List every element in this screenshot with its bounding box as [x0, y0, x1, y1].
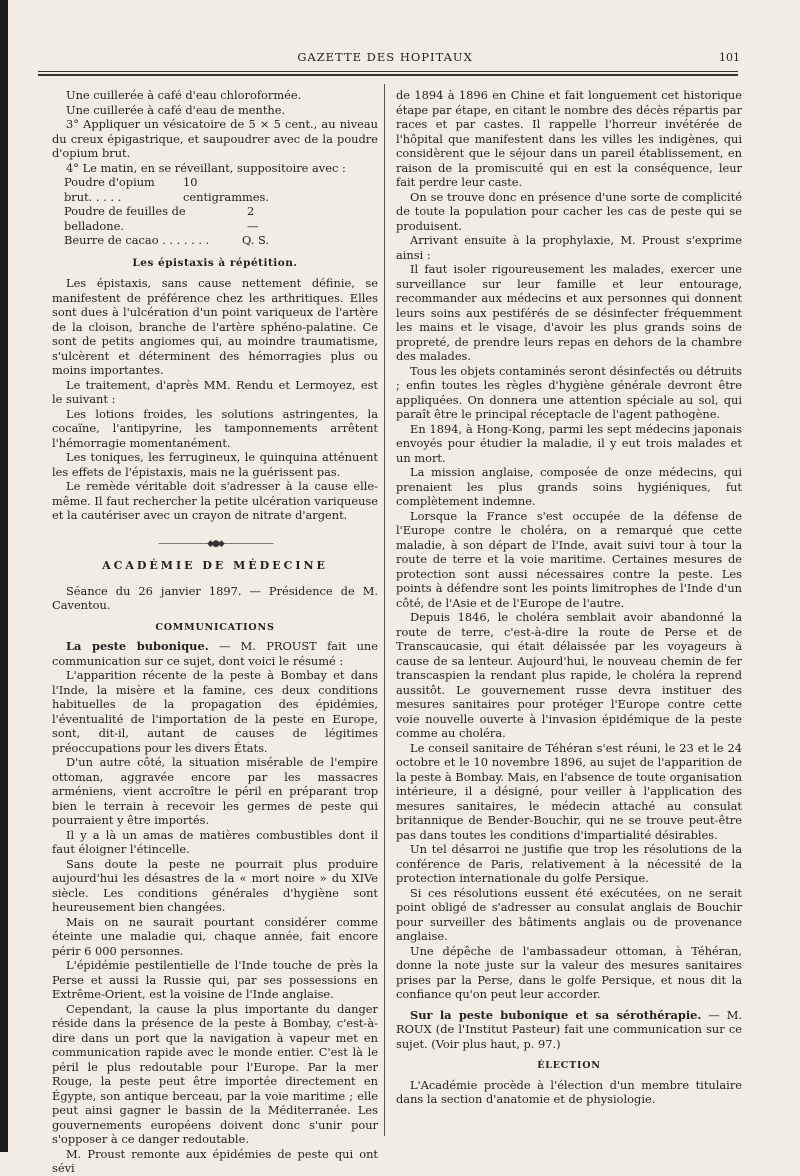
- subsection-heading: COMMUNICATIONS: [155, 621, 275, 633]
- page-edge-shadow: [0, 0, 8, 1152]
- paragraph: L'épidémie pestilentielle de l'Inde touche de près la Perse et aussi la Russie qui, par ses possessions en Extrême-Orient, est la voisine de l'Inde anglaise.: [52, 958, 378, 1001]
- journal-title: GAZETTE DES HOPITAUX: [297, 50, 473, 64]
- paragraph: Une cuillerée à café d'eau de menthe.: [66, 102, 286, 117]
- header-rule-thick: [38, 74, 738, 76]
- left-column: [52, 88, 378, 1176]
- paragraph: Sans doute la peste ne pourrait plus produire aujourd'hui les désastres de la « mort noire » du XIVe siècle. Les conditions générales d'hygiène sont heureusement bien changées.: [52, 856, 378, 914]
- paragraph: Depuis 1846, le choléra semblait avoir abandonné la route de terre, c'est-à-dire la route de Perse et de Transcaucasie, qui était délaissée par les voyageurs à cause de sa lenteur. Aujourd'hui, le nouveau chemin de fer transcaspien la rendant plus rapide, le choléra la reprend aussitôt. Le gouvernement russe devra instituer des mesures sanitaires pour protéger l'Europe contre cette voie nouvelle ouverte à l'invasion épidémique de la peste comme au choléra.: [396, 610, 742, 740]
- header-rule-thin: [38, 71, 738, 72]
- paragraph: L'Académie procède à l'élection d'un membre titulaire dans la section d'anatomie et de physiologie.: [396, 1077, 742, 1106]
- paragraph: Sur la peste bubonique et sa sérothérapie. — M. ROUX (de l'Institut Pasteur) fait une communication sur ce sujet. (Voir plus haut, p. 97.): [396, 1007, 743, 1051]
- paragraph: L'apparition récente de la peste à Bombay et dans l'Inde, la misère et la famine, ces deux conditions habituelles de la propagation des épidémies, l'éventualité de l'importation de la peste en Europe, sont, dit-il, autant de causes de légitimes préoccupations pour les divers États.: [52, 668, 378, 755]
- article-title: La peste bubonique.: [66, 639, 209, 653]
- ornament-divider: ———————◆●◆———————: [158, 538, 272, 549]
- paragraph: Le traitement, d'après MM. Rendu et Lermoyez, est le suivant :: [52, 377, 378, 406]
- paragraph: Mais on ne saurait pourtant considérer comme éteinte une maladie qui, chaque année, fait encore périr 6 000 personnes.: [52, 914, 378, 958]
- paragraph: Le conseil sanitaire de Téhéran s'est réuni, le 23 et le 24 octobre et le 10 novembre 1896, au sujet de l'apparition de la peste à Bombay. Mais, en l'absence de toute organisation intérieure, il a désigné, pour veiller à l'application des mesures sanitaires, le médecin attaché au consulat britannique de Bender-Bouchir, qui ne se trouve peut-être pas dans toutes les conditions d'impartialité désirables.: [396, 740, 742, 842]
- prescription-item: Beurre de cacao . . . . . . . Q. S.: [64, 233, 269, 247]
- paragraph: Les toniques, les ferrugineux, le quinquina atténuent les effets de l'épistaxis, mais ne la guérissent pas.: [52, 450, 378, 479]
- paragraph: Une cuillerée à café d'eau chloroformée.: [66, 88, 302, 102]
- paragraph: Un tel désarroi ne justifie que trop les résolutions de la conférence de Paris, relativement à la nécessité de la protection internationale du golfe Persique.: [396, 842, 742, 885]
- paragraph: M. Proust remonte aux épidémies de peste qui ont sévi: [52, 1146, 378, 1175]
- page-number: 101: [719, 51, 740, 64]
- academy-heading: ACADÉMIE DE MÉDECINE: [102, 559, 328, 572]
- paragraph: 4° Le matin, en se réveillant, suppositoire avec :: [66, 160, 346, 175]
- prescription-item: Poudre de feuilles de belladone. 2 —: [64, 204, 259, 233]
- paragraph: Il y a là un amas de matières combustibles dont il faut éloigner l'étincelle.: [52, 827, 378, 856]
- paragraph: La peste bubonique. — M. PROUST fait une communication sur ce sujet, dont voici le résumé :: [52, 639, 378, 668]
- session-line: Séance du 26 janvier 1897. — Présidence de M. Caventou.: [52, 583, 378, 612]
- right-column: [396, 88, 742, 1107]
- paragraph: Lorsque la France s'est occupée de la défense de l'Europe contre le choléra, on a remarqué que cette maladie, à son départ de l'Inde, avait suivi tour à tour la route de terre et la voie maritime. Certaines mesures de protection sont aussi nécessaires contre la peste. Les points à défendre sont les points limitrophes de l'Inde d'un côté, de l'Asie et de l'Europe de l'autre.: [396, 508, 742, 610]
- paragraph: Le remède véritable doit s'adresser à la cause elle-même. Il faut rechercher la petite ulcération variqueuse et la cautériser avec un crayon de nitrate d'argent.: [52, 479, 378, 522]
- paragraph: D'un autre côté, la situation misérable de l'empire ottoman, aggravée encore par les massacres arméniens, vient accroître le péril en préparant trop bien le terrain à recevoir les germes de peste qui pourraient y être importés.: [52, 755, 378, 827]
- paragraph: Une dépêche de l'ambassadeur ottoman, à Téhéran, donne la note juste sur la valeur des mesures sanitaires prises par la Perse, dans le golfe Persique, et nous dit la confiance qu'on peut leur accorder.: [396, 943, 742, 1001]
- paragraph: La mission anglaise, composée de onze médecins, qui prenaient les plus grands soins hygiéniques, fut complètement indemne.: [396, 465, 742, 508]
- paragraph: En 1894, à Hong-Kong, parmi les sept médecins japonais envoyés pour étudier la maladie, il y eut trois malades et un mort.: [396, 421, 742, 465]
- paragraph: Les lotions froides, les solutions astringentes, la cocaïne, l'antipyrine, les tamponnements arrêtent l'hémorragie momentanément.: [52, 406, 378, 450]
- paragraph: Les épistaxis, sans cause nettement définie, se manifestent de préférence chez les arthritiques. Elles sont dues à l'ulcération d'un point variqueux de l'artère de la cloison, branche de l'artère sphéno-palatine. Ce sont de petits angiomes qui, au moindre traumatisme, s'ulcèrent et déterminent des hémorragies plus ou moins importantes.: [52, 276, 378, 377]
- subsection-heading: ÉLECTION: [537, 1060, 601, 1071]
- column-divider: [384, 84, 385, 1136]
- paragraph: Arrivant ensuite à la prophylaxie, M. Proust s'exprime ainsi :: [396, 233, 742, 262]
- paragraph: Si ces résolutions eussent été exécutées, on ne serait point obligé de s'adresser au consulat anglais de Bouchir pour surveiller des bâtiments anglais ou de provenance anglaise.: [396, 885, 742, 943]
- paragraph: de 1894 à 1896 en Chine et fait longuement cet historique étape par étape, en citant le nombre des décès répartis par races et par castes. Il rappelle l'horreur invétérée de l'hôpital que manifestent dans les villes les indigènes, qui considèrent que le séjour dans un pareil établissement, en raison de la promiscuité qui en est la conséquence, leur fait perdre leur caste.: [396, 88, 742, 189]
- prescription-item: Poudre d'opium brut. . . . . 10 centigrammes.: [64, 175, 269, 204]
- section-heading: Les épistaxis à répétition.: [132, 256, 298, 269]
- article-title: Sur la peste bubonique et sa sérothérapie.: [410, 1007, 702, 1022]
- page-header: [30, 48, 740, 68]
- paragraph: On se trouve donc en présence d'une sorte de complicité de toute la population pour cacher les cas de peste qui se produisent.: [396, 189, 742, 233]
- paragraph: Cependant, la cause la plus importante du danger réside dans la présence de la peste à Bombay, c'est-à-dire dans un port que la navigation à vapeur met en communication rapide avec le monde entier. C'est là le péril le plus redoutable pour l'Europe. Par la mer Rouge, la peste peut être importée directement en Égypte, son antique berceau, par la voie maritime ; elle peut ainsi gagner le bassin de la Méditerranée. Les gouvernements européens doivent donc s'unir pour s'opposer à ce danger redoutable.: [52, 1001, 378, 1146]
- paragraph: 3° Appliquer un vésicatoire de 5 × 5 cent., au niveau du creux épigastrique, et saupoudrer avec de la poudre d'opium brut.: [52, 117, 378, 160]
- prescription-list: [52, 175, 378, 248]
- paragraph: Il faut isoler rigoureusement les malades, exercer une surveillance sur leur famille et leur entourage, recommander aux médecins et aux personnes qui donnent leurs soins aux pestiférés de se désinfecter fréquemment les mains et le visage, d'avoir les plus grands soins de propreté, de prendre leurs repas en dehors de la chambre des malades.: [396, 262, 742, 363]
- paragraph: Tous les objets contaminés seront désinfectés ou détruits ; enfin toutes les règles d'hygiène générale devront être appliquées. On donnera une attention spéciale au sol, qui paraît être le principal réceptacle de l'agent pathogène.: [396, 363, 742, 421]
